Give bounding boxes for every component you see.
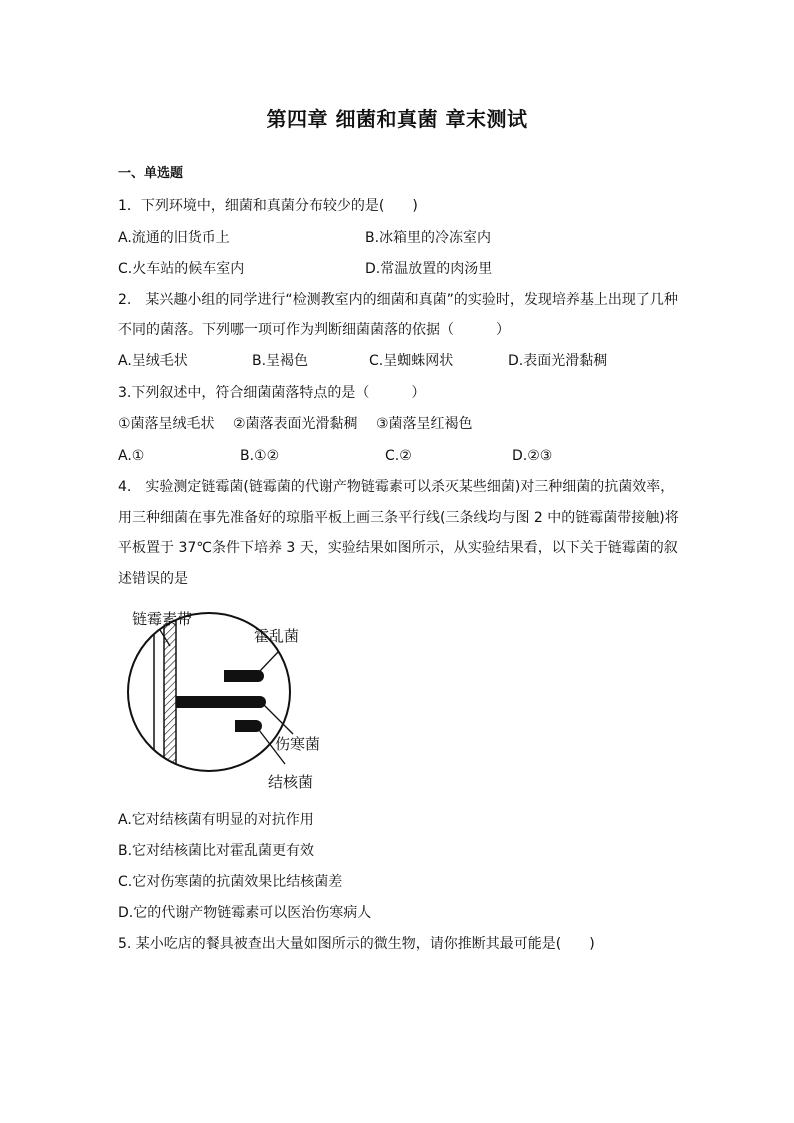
streptomycin-band <box>164 604 176 800</box>
q3-statements: ①菌落呈绒毛状 ②菌落表面光滑黏稠 ③菌落呈红褐色 <box>118 416 473 432</box>
q3-option-c: C.② <box>385 448 412 464</box>
q4-stem-line2: 用三种细菌在事先准备好的琼脂平板上画三条平行线(三条线均与图 2 中的链霉菌带接触)将 <box>118 510 679 526</box>
q2-option-b: B.呈褐色 <box>252 353 309 369</box>
label-streptomycin-band: 链霉素带 <box>132 610 193 628</box>
q3-option-b: B.①② <box>240 448 280 464</box>
q1-option-b: B.冰箱里的冷冻室内 <box>365 230 492 246</box>
q5-stem: 5. 某小吃店的餐具被查出大量如图所示的微生物，请你推断其最可能是( ) <box>118 936 595 952</box>
q2-option-c: C.呈蜘蛛网状 <box>369 353 454 369</box>
q2-stem-line2: 不同的菌落。下列哪一项可作为判断细菌菌落的依据（ ） <box>118 322 510 338</box>
q4-stem-line4: 述错误的是 <box>118 571 188 587</box>
typhoid-streak <box>235 720 262 732</box>
q2-option-d: D.表面光滑黏稠 <box>508 353 608 369</box>
q1-stem: 1．下列环境中，细菌和真菌分布较少的是( ) <box>118 198 418 214</box>
q3-option-d: D.②③ <box>512 448 553 464</box>
q2-stem-line1: 2. 某兴趣小组的同学进行“检测教室内的细菌和真菌”的实验时，发现培养基上出现了几种 <box>118 292 678 308</box>
label-tb: 结核菌 <box>268 773 314 791</box>
section-heading: 一、单选题 <box>118 166 184 181</box>
q1-option-a: A.流通的旧货币上 <box>118 230 230 246</box>
label-cholera: 霍乱菌 <box>254 627 300 645</box>
q4-stem-line1: 4. 实验测定链霉菌(链霉菌的代谢产物链霉素可以杀灭某些细菌)对三种细菌的抗菌效率， <box>118 479 675 495</box>
q1-option-d: D.常温放置的肉汤里 <box>365 261 493 277</box>
q4-stem-line3: 平板置于 37℃条件下培养 3 天，实验结果如图所示，从实验结果看，以下关于链霉菌的叙 <box>118 540 678 556</box>
q1-option-c: C.火车站的候车室内 <box>118 261 245 277</box>
q4-option-a: A.它对结核菌有明显的对抗作用 <box>118 812 314 828</box>
page-title: 第四章 细菌和真菌 章末测试 <box>266 107 528 131</box>
q4-option-d: D.它的代谢产物链霉素可以医治伤寒病人 <box>118 905 372 921</box>
cholera-streak <box>224 670 264 682</box>
tb-streak <box>176 696 266 708</box>
q4-option-c: C.它对伤寒菌的抗菌效果比结核菌差 <box>118 874 343 890</box>
streptomyces-diagram <box>118 604 348 800</box>
q3-option-a: A.① <box>118 448 145 464</box>
q2-option-a: A.呈绒毛状 <box>118 353 188 369</box>
q3-stem: 3.下列叙述中，符合细菌菌落特点的是（ ） <box>118 385 426 401</box>
label-typhoid: 伤寒菌 <box>275 735 321 753</box>
q4-option-b: B.它对结核菌比对霍乱菌更有效 <box>118 843 315 859</box>
